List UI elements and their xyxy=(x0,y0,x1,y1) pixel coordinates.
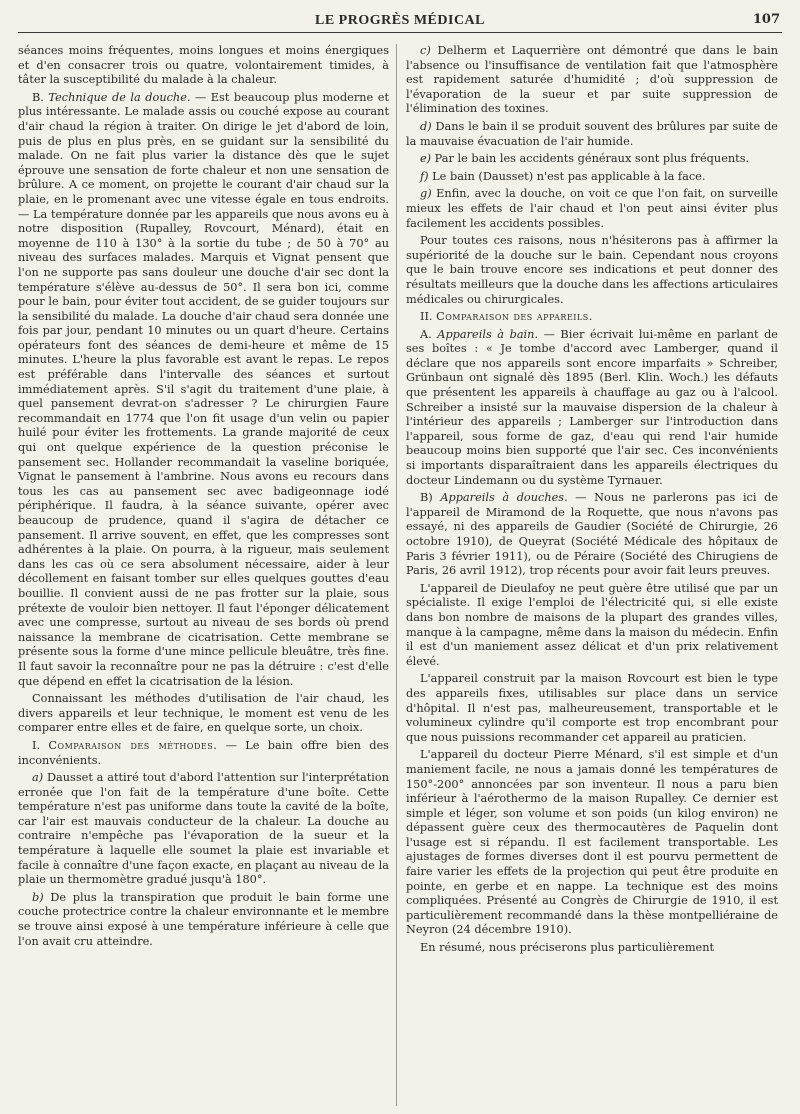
paragraph xyxy=(406,748,778,938)
paragraph xyxy=(18,771,389,888)
paragraph-text: — Est beaucoup plus moderne et plus intéressante. Le malade assis ou couché expose au courant d'air chaud la région à traiter. On dirige le jet d'abord de loin, puis de plus en plus près, en se guidant sur la sensibilité du malade. On ne fait plus varier la distance dès que le sujet éprouve une sensation de forte chaleur et non une sensation de brûlure. A ce moment, on projette le courant d'air chaud sur la plaie, en le promenant avec une vitesse égale en tous endroits. — La température donnée par les appareils que nous avons eu à notre disposition (Rupalley, Rovcourt, Ménard), était en moyenne de 110 à 130° à la sortie du tube ; de 50 à 70° au niveau des surfaces malades. Marquis et Vignat pensent que l'on ne supporte pas sans douleur une douche d'air sec dont la température s'élève au-dessus de 50°. Il sera bon ici, comme pour le bain, pour éviter tout accident, de se guider toujours sur la sensibilité du malade. La douche d'air chaud sera donnée une fois par jour, pendant 10 minutes ou un quart d'heure. Certains opérateurs font des séances de demi-heure et même de 15 minutes. L'heure la plus favorable est avant le repas. Le repos est préférable dans l'intervalle des séances et surtout immédiatement après. S'il s'agit du traitement d'une plaie, à quel pansement devrat-on s'adresser ? Le chirurgien Faure recommandait en 1774 que l'on fit usage d'un velin ou papier huilé pour éviter les frottements. La grande majorité de ceux qui ont quelque expérience de la question préconise le pansement sec. Hollander recommandait la vaseline boriquée, Vignat le pansement à l'ambrine. Nous avons eu recours dans tous les cas au pansement sec avec badigeonnage iodé périphérique. Il faudra, à la séance suivante, opérer avec beaucoup de prudence, quand il s'agira de détacher ce pansement. Il arrive souvent, en effet, que les compresses sont adhérentes à la plaie. On pourra, à la rigueur, mais seulement dans les cas où ce sera absolument nécessaire, aider à leur décollement en faisant tomber sur elles quelques gouttes d'eau bouillie. Il convient aussi de ne pas frotter sur la plaie, sous prétexte de vouloir bien nettoyer. Il faut l'éponger délicatement avec une compresse, surtout au niveau de ses bords où prend naissance la membrane de cicatrisation. Cette membrane se présente sous la forme d'une mince pellicule bleuâtre, très fine. Il faut savoir la reconnaître pour ne pas la détruire : c'est d'elle que dépend en effet la cicatrisation de la lésion. xyxy=(18,90,389,688)
paragraph xyxy=(406,120,778,149)
paragraph-lead: B) xyxy=(420,491,441,505)
paragraph-heading-italic: Technique de la douche. xyxy=(48,90,191,104)
paragraph-text: Enfin, avec la douche, on voit ce que l'on fait, on surveille mieux les effets de l'air chaud et l'on peut ainsi éviter plus facilement les accidents possibles. xyxy=(406,187,778,230)
paragraph xyxy=(406,234,778,307)
paragraph-text: En résumé, nous préciserons plus particulièrement xyxy=(420,941,715,955)
paragraph-text: Pour toutes ces raisons, nous n'hésiterons pas à affirmer la supériorité de la douche sur le bain. Cependant nous croyons que le bain trouve encore ses indications et peut donner des résultats meilleurs que la douche dans les affections articulaires médicales ou chirurgicales. xyxy=(406,234,778,306)
paragraph xyxy=(18,891,389,949)
paragraph xyxy=(406,187,778,231)
paragraph-text: L'appareil de Dieulafoy ne peut guère être utilisé que par un spécialiste. Il exige l'emploi de l'électricité qui, si elle existe dans bon nombre de maisons de la plupart des grandes villes, manque à la campagne, même dans la maison du médecin. Enfin il est d'un maniement assez délicat et d'un prix relativement élevé. xyxy=(406,581,778,668)
paragraph-text: Delherm et Laquerrière ont démontré que dans le bain l'absence ou l'insuffisance de ventilation fait que l'atmosphère est rapidement saturée d'humidité ; d'où suppression de l'évaporation de la sueur et par suite suppression de l'élimination des toxines. xyxy=(406,44,778,116)
paragraph-text: L'appareil construit par la maison Rovcourt est bien le type des appareils fixes, utilisables sur place dans un service d'hôpital. Il n'est pas, malheureusement, transportable et le volumineux cylindre qu'il comporte est trop encombrant pour que nous puissions recommander cet appareil au praticien. xyxy=(406,672,778,744)
column-divider xyxy=(396,44,397,1106)
paragraph-text: Dans le bain il se produit souvent des brûlures par suite de la mauvaise évacuation de l'air humide. xyxy=(406,119,778,148)
paragraph-heading-italic: Appareils à bain. xyxy=(437,327,539,341)
paragraph-text: Connaissant les méthodes d'utilisation de l'air chaud, les divers appareils et leur technique, le moment est venu de les comparer entre elles et de faire, en quelque sorte, un choix. xyxy=(18,692,389,735)
paragraph-heading-italic: Appareils à douches. xyxy=(440,491,568,505)
paragraph xyxy=(406,672,778,745)
paragraph-heading-italic: c) xyxy=(420,44,431,57)
paragraph-text: — Le bain offre bien des inconvénients. xyxy=(18,738,389,767)
paragraph-lead: B. xyxy=(32,90,49,104)
paragraph xyxy=(18,91,389,689)
paragraph-heading-italic: a) xyxy=(32,771,44,785)
page-number: 107 xyxy=(752,12,780,27)
paragraph-text: De plus la transpiration que produit le bain forme une couche protectrice contre la chaleur environnante et le membre se trouve ainsi exposé à une température inférieure à celle que l'on avait cru atteindre. xyxy=(18,890,389,948)
paragraph-text: Le bain (Dausset) n'est pas applicable à la face. xyxy=(428,169,706,183)
paragraph-heading-italic: f) xyxy=(420,169,429,183)
paragraph-text: — Bier écrivait lui-même en parlant de ses boîtes : « Je tombe d'accord avec Lamberger, quand il déclare que nos appareils sont encore imparfaits » Schreiber, Grünbaun ont signalé dès 1895 (Berl. Klin. Woch.) les défauts que présentent les appareils à chauffage au gaz ou à l'alcool. Schreiber a insisté sur la mauvaise dispersion de la chaleur à l'intérieur des appareils ; Lamberger sur l'introduction dans l'appareil, sous forme de gaz, d'eau qui rend l'air humide beaucoup moins bien supporté que l'air sec. Ces inconvénients si importants disparaîtraient dans les appareils électriques du docteur Lindemann ou du système Tyrnauer. xyxy=(406,327,778,487)
paragraph xyxy=(406,941,778,956)
section-heading: Comparaison des appareils. xyxy=(436,310,593,324)
paragraph-lead: A. xyxy=(420,327,438,341)
paragraph-heading-italic: d) xyxy=(420,119,432,133)
paragraph-lead: II. xyxy=(420,310,437,324)
right-column xyxy=(406,44,778,1104)
paragraph-text: Par le bain les accidents généraux sont plus fréquents. xyxy=(431,152,750,166)
paragraph xyxy=(406,582,778,670)
paragraph xyxy=(406,44,778,117)
paragraph-heading-italic: b) xyxy=(32,890,44,904)
paragraph-heading-italic: g) xyxy=(420,187,432,201)
paragraph xyxy=(18,44,389,88)
paragraph xyxy=(406,152,778,167)
section-heading: Comparaison des méthodes. xyxy=(48,738,218,752)
paragraph-lead: I. xyxy=(32,738,49,752)
paragraph-heading-italic: e) xyxy=(420,152,432,166)
paragraph-text: Dausset a attiré tout d'abord l'attention sur l'interprétation erronée que l'on fait de la température d'une boîte. Cette température n'est pas uniforme dans toute la cavité de la boîte, car l'air est mauvais conducteur de la chaleur. La douche au contraire n'empêche pas l'évaporation de la sueur et la température à laquelle elle soumet la plaie est invariable et facile à connaître d'une façon exacte, en plaçant au niveau de la plaie un thermomètre gradué jusqu'à 180°. xyxy=(18,771,389,887)
paragraph xyxy=(406,170,778,185)
paragraph xyxy=(406,310,778,325)
paragraph xyxy=(18,692,389,736)
paragraph-text: séances moins fréquentes, moins longues et moins énergiques et d'en consacrer trois ou quatre, volontairement timides, à tâter la susceptibilité du malade à la chaleur. xyxy=(18,44,389,87)
paragraph xyxy=(406,491,778,579)
left-column xyxy=(18,44,389,1104)
page-header xyxy=(18,10,782,33)
paragraph xyxy=(406,328,778,489)
paragraph xyxy=(18,739,389,768)
journal-title: LE PROGRÈS MÉDICAL xyxy=(314,13,486,28)
paragraph-text: L'appareil du docteur Pierre Ménard, s'il est simple et d'un maniement facile, ne nous a jamais donné les températures de 150°-200° annoncées par son inventeur. Il nous a paru bien inférieur à l'aérothermo de la maison Rupalley. Ce dernier est simple et léger, son volume et son poids (un kilog environ) ne dépassent guère ceux des thermocautères de Paquelin dont l'usage est si répandu. Il est facilement transportable. Les ajustages de formes diverses dont il est pourvu permettent de faire varier les effets de la projection qui peut être produite en pointe, en gerbe et en nappe. La technique est des moins compliquées. Présenté au Congrès de Chirurgie de 1910, il est particulièrement recommandé dans la thèse montpelliéraine de Neyron (24 décembre 1910). xyxy=(406,748,778,937)
paragraph-text: — Nous ne parlerons pas ici de l'appareil de Miramond de la Roquette, que nous n'avons pas essayé, ni des appareils de Gaudier (Société de Chirurgie, 26 octobre 1910), de Queyrat (Société Médicale des hôpitaux de Paris 3 février 1911), ou de Péraire (Société des Chirugiens de Paris, 26 avril 1912), trop récents pour avoir fait leurs preuves. xyxy=(406,491,778,578)
